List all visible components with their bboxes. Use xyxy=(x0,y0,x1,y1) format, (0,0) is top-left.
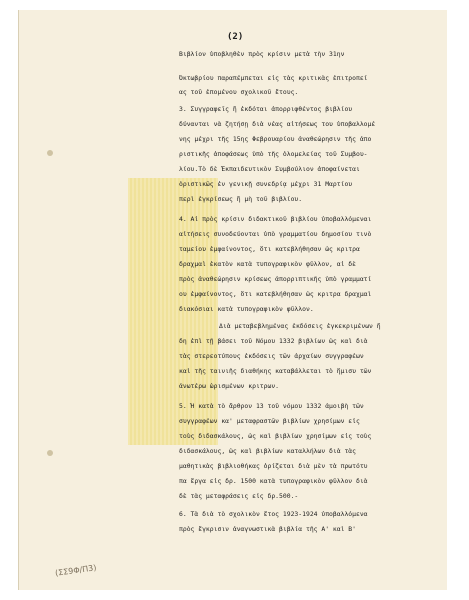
text-line-7: ριστικῆς ἀποφάσεως ὑπὸ τῆς ὁλομελείας τοῦ Συμβου- xyxy=(179,150,368,158)
text-line-12: αἰτήσεις συνοδεύονται ὑπὸ γραμματίου δημοσίου τινὸ xyxy=(179,230,372,238)
archive-stamp: (ΣΣ9Φ/Π3) xyxy=(54,563,97,578)
text-line-5: δύνανται νὰ ζητήσῃ διὰ νέας αἰτήσεως του ὑποβαλλομέ xyxy=(179,120,376,128)
text-line-30: 6. Τὰ διὰ τὸ σχολικὸν ἔτος 1923-1924 ὑποβαλλόμενα xyxy=(179,510,368,518)
document-page xyxy=(18,10,447,590)
text-line-16: ου ἐμφαίνοντος, ὅτι κατεβλήθησαν ὡς κριτρα δραχμαὶ xyxy=(179,290,372,298)
text-line-20: τὰς στερεοτύπους ἐκδόσεις τῶν ἀρχαίων συγγραφέων xyxy=(179,352,364,360)
text-line-14: δραχμαὶ ἑκατὸν κατὰ τυπογραφικὸν φῦλλον, αἱ δὲ xyxy=(179,260,356,268)
text-line-4: 3. Συγγραφεῖς ἢ ἐκδόται ἀπορριφθέντος βιβλίου xyxy=(179,105,353,113)
punch-hole-top xyxy=(47,150,53,156)
text-line-26: διδασκάλους, ὡς καὶ βιβλίων καταλλήλων διὰ τὰς xyxy=(179,447,356,455)
text-line-2: Ὀκτωβρίου παραπέμπεται εἰς τὰς κριτικὰς ἐπιτροπεί xyxy=(179,74,368,82)
text-line-24: συγγραφέων κα' μεταφραστῶν βιβλίων χρησίμων εἰς xyxy=(179,417,360,425)
text-line-27: μαθητικὰς βιβλιοθήκας ὁρίζεται διὰ μὲν τὰ πρωτότυ xyxy=(179,462,368,470)
text-line-29: δὲ τὰς μεταφράσεις εἰς δρ.500.- xyxy=(179,492,299,500)
text-line-8: λίου.Τὸ δὲ Ἐκπαιδευτικὸν Συμβούλιον ἀποφαίνεται xyxy=(179,165,360,173)
punch-hole-bottom xyxy=(47,450,53,456)
text-line-10: περὶ ἐγκρίσεως ἢ μὴ τοῦ βιβλίου. xyxy=(179,195,303,203)
text-line-25: τοὺς διδασκάλους, ὡς καὶ βιβλίων χρησίμων εἰς τοὺς xyxy=(179,432,372,440)
text-line-17: διακόσιαι κατὰ τυπογραφικὸν φῦλλον. xyxy=(179,305,314,313)
text-line-6: νης μέχρι τῆς 15ης Φεβρουαρίου ἀναθεώρησιν τῆς ἀπο xyxy=(179,135,372,143)
text-line-28: πα ἔργα εἰς δρ. 1500 κατὰ τυπογραφικὸν φῦλλον διὰ xyxy=(179,477,368,485)
text-line-23: 5. Ἡ κατὰ τὸ ἄρθρον 13 τοῦ νόμου 1332 ἀμοιβὴ τῶν xyxy=(179,402,364,410)
page-number: (2) xyxy=(227,32,244,42)
text-line-31: πρὸς ἔγκρισιν ἀναγνωστικὰ βιβλία τῆς Α' καὶ Β' xyxy=(179,525,356,533)
text-line-11: 4. Αἱ πρὸς κρίσιν διδακτικοῦ βιβλίου ὑποβαλλόμεναι xyxy=(179,215,372,223)
text-line-15: πρὸς ἀναθεώρησιν κρίσεως ἀπορριπτικῆς ὑπὸ γραμματί xyxy=(179,275,372,283)
text-line-13: ταμείου ἐμφαίνοντος, ὅτι κατεβλήθησαν ὡς κριτρα xyxy=(179,245,360,253)
text-line-22: ἀνωτέρω ὡρισμένων κριτρων. xyxy=(179,382,280,390)
text-line-9: ὁριστικῶς ἐν γενικῇ συνεδρίᾳ μέχρι 31 Μαρτίου xyxy=(179,180,353,188)
text-line-1: Βιβλίον ὑποβληθὲν πρὸς κρίσιν μετὰ τὴν 31ην xyxy=(179,50,345,58)
text-line-19: δη ἐπὶ τῇ βάσει τοῦ Νόμου 1332 βιβλίων ὡς καὶ διὰ xyxy=(179,337,368,345)
text-line-3: ας τοῦ ἐπομένου σχολικοῦ ἔτους. xyxy=(179,88,299,96)
text-line-21: καὶ τῆς ταινιῆς διαθήκης καταβάλλεται τὸ ἥμισυ τῶν xyxy=(179,367,372,375)
text-line-18: Διὰ μεταβεβλημένας ἐκδόσεις ἐγκεκριμένων ἤ xyxy=(219,322,381,330)
